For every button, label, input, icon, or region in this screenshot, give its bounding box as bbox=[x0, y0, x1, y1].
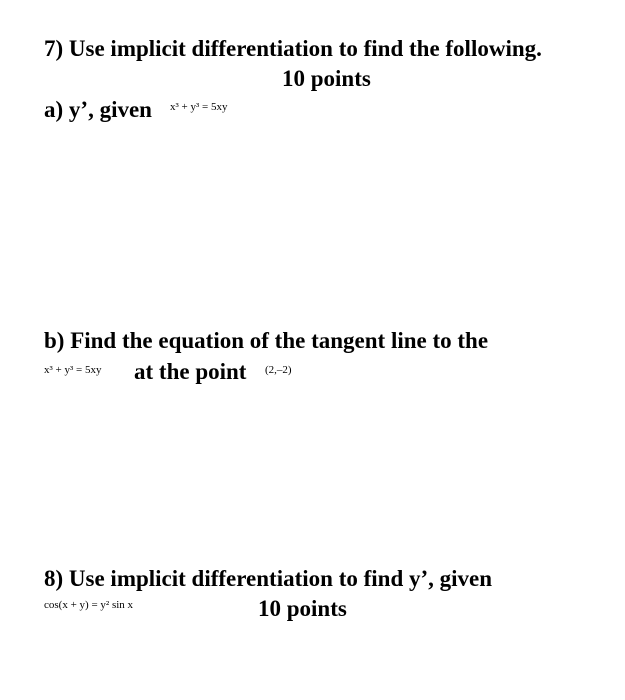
question-7-points: 10 points bbox=[282, 66, 371, 91]
question-7-heading: 7) Use implicit differentiation to find the following. bbox=[44, 36, 542, 61]
question-7b-point: (2,–2) bbox=[265, 364, 292, 376]
question-7a-equation: x³ + y³ = 5xy bbox=[170, 101, 228, 113]
question-7a-label: a) y’, given bbox=[44, 97, 152, 122]
question-7b-text: b) Find the equation of the tangent line to the bbox=[44, 328, 489, 353]
question-8-points: 10 points bbox=[258, 596, 347, 621]
question-8-heading: 8) Use implicit differentiation to find y’, given bbox=[44, 566, 493, 591]
question-7b-mid-text: at the point bbox=[134, 359, 247, 384]
question-8-equation: cos(x + y) = y² sin x bbox=[44, 599, 134, 611]
question-7b-equation: x³ + y³ = 5xy bbox=[44, 364, 102, 376]
